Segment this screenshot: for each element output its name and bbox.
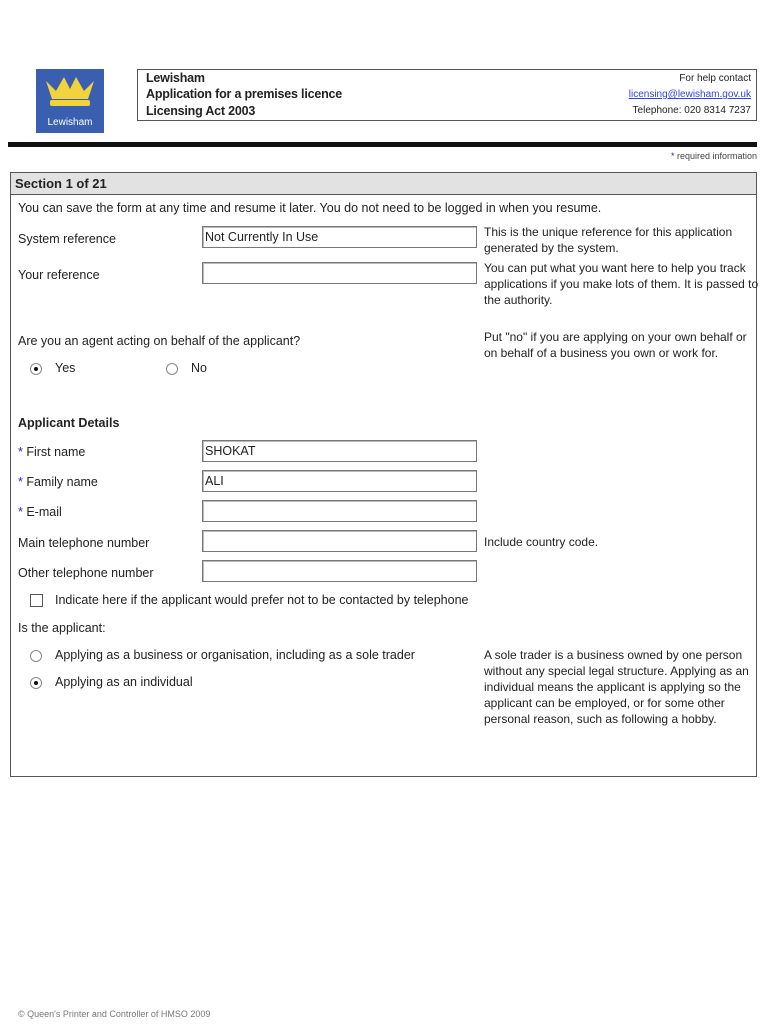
main-phone-input[interactable] — [202, 530, 477, 552]
system-ref-help: This is the unique reference for this application generated by the system. — [484, 225, 733, 255]
agent-question: Are you an agent acting on behalf of the applicant? — [18, 334, 301, 348]
required-note — [671, 151, 757, 161]
first-name-input[interactable]: SHOKAT — [202, 440, 477, 462]
act-name: Licensing Act 2003 — [146, 104, 256, 118]
first-name-label-text: First name — [26, 445, 86, 459]
type-individual-label: Applying as an individual — [55, 675, 193, 689]
no-phone-checkbox[interactable] — [30, 594, 43, 607]
agent-yes-radio[interactable] — [30, 363, 42, 375]
agent-no-radio[interactable] — [166, 363, 178, 375]
type-individual-radio[interactable] — [30, 677, 42, 689]
org-name: Lewisham — [146, 71, 205, 85]
first-name-label: * First name — [18, 445, 86, 459]
help-label: For help contact — [679, 73, 751, 84]
divider — [8, 142, 757, 147]
other-phone-label: Other telephone number — [18, 566, 154, 580]
system-ref-field: Not Currently In Use — [202, 226, 477, 248]
family-name-label: * Family name — [18, 475, 98, 489]
lewisham-logo — [36, 69, 104, 133]
required-text: required information — [674, 151, 757, 161]
section-1 — [10, 172, 757, 777]
applicant-type-help: A sole trader is a business owned by one person without any special legal structure. Applying as an individual means the applicant is applying so the applicant can be employed, or for some other personal reason, such as following a hobby. — [484, 648, 749, 726]
type-business-radio[interactable] — [30, 650, 42, 662]
agent-yes-label: Yes — [55, 361, 76, 375]
agent-help: Put "no" if you are applying on your own behalf or on behalf of a business you own or work for. — [484, 330, 747, 360]
required-star: * — [670, 151, 675, 161]
family-name-label-text: Family name — [26, 475, 98, 489]
crown-icon — [36, 69, 104, 113]
main-phone-label: Main telephone number — [18, 536, 150, 550]
copyright-footer: © Queen's Printer and Controller of HMSO 2009 — [18, 1009, 211, 1019]
system-ref-label: System reference — [18, 232, 116, 246]
applicant-heading: Applicant Details — [18, 416, 120, 430]
your-ref-input[interactable] — [202, 262, 477, 284]
agent-no-label: No — [191, 361, 207, 375]
no-phone-label: Indicate here if the applicant would prefer not to be contacted by telephone — [55, 593, 469, 607]
intro-text: You can save the form at any time and resume it later. You do not need to be logged in when you resume. — [18, 201, 602, 215]
section-title: Section 1 of 21 — [11, 173, 756, 195]
form-title: Application for a premises licence — [146, 87, 343, 101]
other-phone-input[interactable] — [202, 560, 477, 582]
form-header — [137, 69, 757, 121]
help-phone: Telephone: 020 8314 7237 — [632, 105, 751, 116]
main-phone-help: Include country code. — [484, 535, 599, 549]
email-label: * E-mail — [18, 505, 62, 519]
applicant-type-question: Is the applicant: — [18, 621, 106, 635]
type-business-label: Applying as a business or organisation, including as a sole trader — [55, 648, 415, 662]
help-email-link[interactable]: licensing@lewisham.gov.uk — [628, 89, 751, 100]
your-ref-help: You can put what you want here to help you track applications if you make lots of them. It is passed to the authority. — [484, 261, 759, 307]
email-label-text: E-mail — [26, 505, 62, 519]
email-input[interactable] — [202, 500, 477, 522]
family-name-input[interactable]: ALI — [202, 470, 477, 492]
logo-text: Lewisham — [47, 117, 93, 128]
your-ref-label: Your reference — [18, 268, 100, 282]
